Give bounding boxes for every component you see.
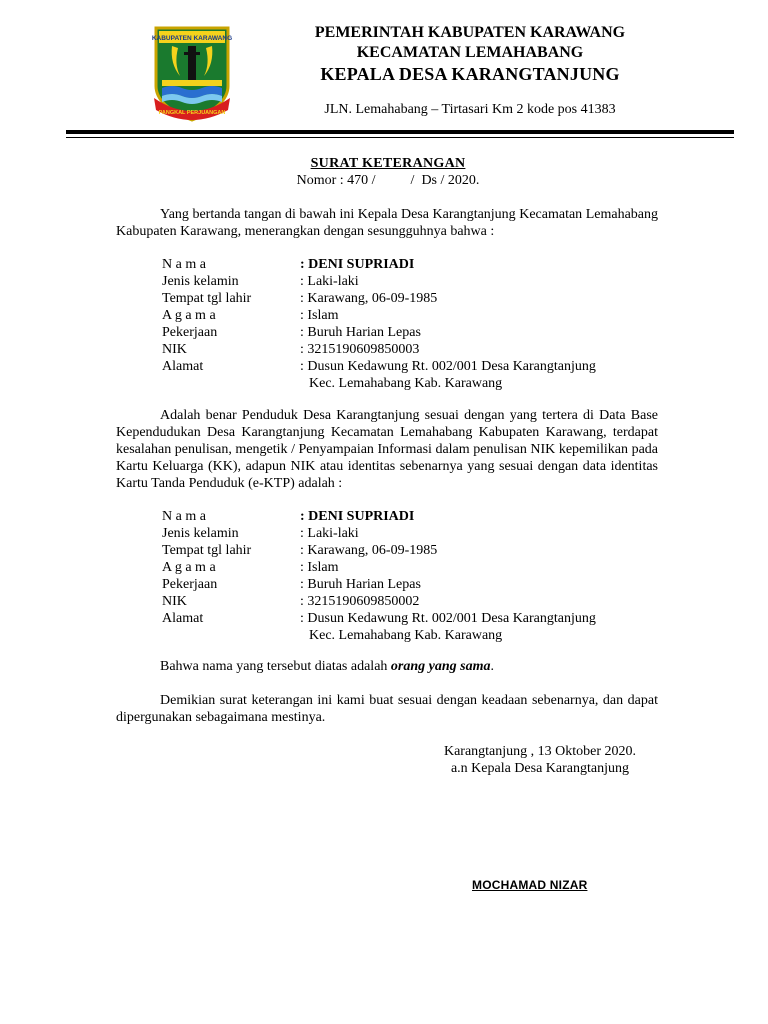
label-job: Pekerjaan	[162, 325, 218, 340]
label-gender: Jenis kelamin	[162, 526, 239, 541]
same-person-suffix: .	[490, 659, 494, 674]
svg-text:PANGKAL PERJUANGAN: PANGKAL PERJUANGAN	[158, 110, 226, 116]
label-religion: A g a m a	[162, 560, 216, 575]
label-name: N a m a	[162, 509, 206, 524]
label-name: N a m a	[162, 257, 206, 272]
document-title: SURAT KETERANGAN	[310, 156, 466, 171]
same-person-emphasis: orang yang sama	[390, 659, 491, 674]
signature-on-behalf: a.n Kepala Desa Karangtanjung	[450, 761, 630, 776]
identity-row-address-cont	[162, 375, 682, 392]
value-religion: : Islam	[300, 308, 339, 323]
value-address-line2: Kec. Lemahabang Kab. Karawang	[309, 628, 503, 643]
same-person-statement	[116, 658, 658, 675]
identity-row-job	[162, 576, 682, 593]
identity-row-address	[162, 610, 682, 627]
value-address-line2: Kec. Lemahabang Kab. Karawang	[309, 376, 503, 391]
identity-row-gender	[162, 273, 682, 290]
identity-row-address	[162, 358, 682, 375]
label-birth: Tempat tgl lahir	[162, 543, 252, 558]
letterhead-address: JLN. Lemahabang – Tirtasari Km 2 kode pos 41383	[324, 102, 616, 117]
value-nik: : 3215190609850002	[300, 594, 420, 609]
value-nik: : 3215190609850003	[300, 342, 420, 357]
intro-text: Yang bertanda tangan di bawah ini Kepala Desa Karangtanjung Kecamatan Lemahabang Kabupaten Karawang, menerangkan dengan sesungguhnya bahwa :	[116, 207, 658, 239]
label-address: Alamat	[162, 611, 204, 626]
identity-row-name	[162, 256, 682, 273]
letterhead-government: PEMERINTAH KABUPATEN KARAWANG	[314, 24, 626, 41]
label-gender: Jenis kelamin	[162, 274, 239, 289]
signature-place-date: Karangtanjung , 13 Oktober 2020.	[443, 744, 637, 759]
value-name: : DENI SUPRIADI	[300, 509, 415, 524]
identity-row-name	[162, 508, 682, 525]
value-religion: : Islam	[300, 560, 339, 575]
identity-row-birth	[162, 290, 682, 307]
identity-row-nik	[162, 341, 682, 358]
letterhead-divider-thick	[66, 130, 734, 134]
value-birth: : Karawang, 06-09-1985	[300, 291, 438, 306]
letterhead-village-head: KEPALA DESA KARANGTANJUNG	[320, 64, 620, 84]
identity-row-nik	[162, 593, 682, 610]
middle-text: Adalah benar Penduduk Desa Karangtanjung sesuai dengan yang tertera di Data Base Kependudukan Desa Karangtanjung Kecamatan Lemahabang Kabupaten Karawang, terdapat kesalahan penulisan, mengetik / Penyampaian Informasi dalam penulisan NIK kepemilikan pada Kartu Keluarga (KK), adapun NIK atau identitas sebenarnya yang sesuai dengan data identitas Kartu Tanda Penduduk (e-KTP) adalah :	[116, 408, 658, 491]
identity-block-family-card	[162, 256, 682, 392]
closing-paragraph	[116, 692, 658, 726]
label-birth: Tempat tgl lahir	[162, 291, 252, 306]
value-gender: : Laki-laki	[300, 274, 359, 289]
label-nik: NIK	[162, 342, 187, 357]
identity-row-address-cont	[162, 627, 682, 644]
value-gender: : Laki-laki	[300, 526, 359, 541]
signer-name: MOCHAMAD NIZAR	[472, 878, 588, 892]
label-job: Pekerjaan	[162, 577, 218, 592]
middle-paragraph	[116, 407, 658, 492]
value-name: : DENI SUPRIADI	[300, 257, 415, 272]
label-address: Alamat	[162, 359, 204, 374]
intro-paragraph	[116, 206, 658, 240]
identity-row-religion	[162, 307, 682, 324]
identity-block-ektp	[162, 508, 682, 644]
identity-row-gender	[162, 525, 682, 542]
closing-text: Demikian surat keterangan ini kami buat sesuai dengan keadaan sebenarnya, dan dapat dipergunakan sebagaimana mestinya.	[116, 693, 658, 725]
same-person-prefix: Bahwa nama yang tersebut diatas adalah	[160, 659, 391, 674]
identity-row-religion	[162, 559, 682, 576]
identity-row-birth	[162, 542, 682, 559]
letterhead-divider-thin	[66, 137, 734, 138]
karawang-emblem-logo	[150, 24, 234, 124]
letterhead-district: KECAMATAN LEMAHABANG	[356, 44, 584, 61]
document-number: Nomor : 470 / / Ds / 2020.	[296, 173, 480, 188]
svg-text:KABUPATEN KARAWANG: KABUPATEN KARAWANG	[151, 35, 233, 42]
value-address-line1: : Dusun Kedawung Rt. 002/001 Desa Karangtanjung	[300, 359, 596, 374]
value-job: : Buruh Harian Lepas	[300, 325, 421, 340]
identity-row-job	[162, 324, 682, 341]
label-religion: A g a m a	[162, 308, 216, 323]
value-address-line1: : Dusun Kedawung Rt. 002/001 Desa Karangtanjung	[300, 611, 596, 626]
value-birth: : Karawang, 06-09-1985	[300, 543, 438, 558]
label-nik: NIK	[162, 594, 187, 609]
value-job: : Buruh Harian Lepas	[300, 577, 421, 592]
